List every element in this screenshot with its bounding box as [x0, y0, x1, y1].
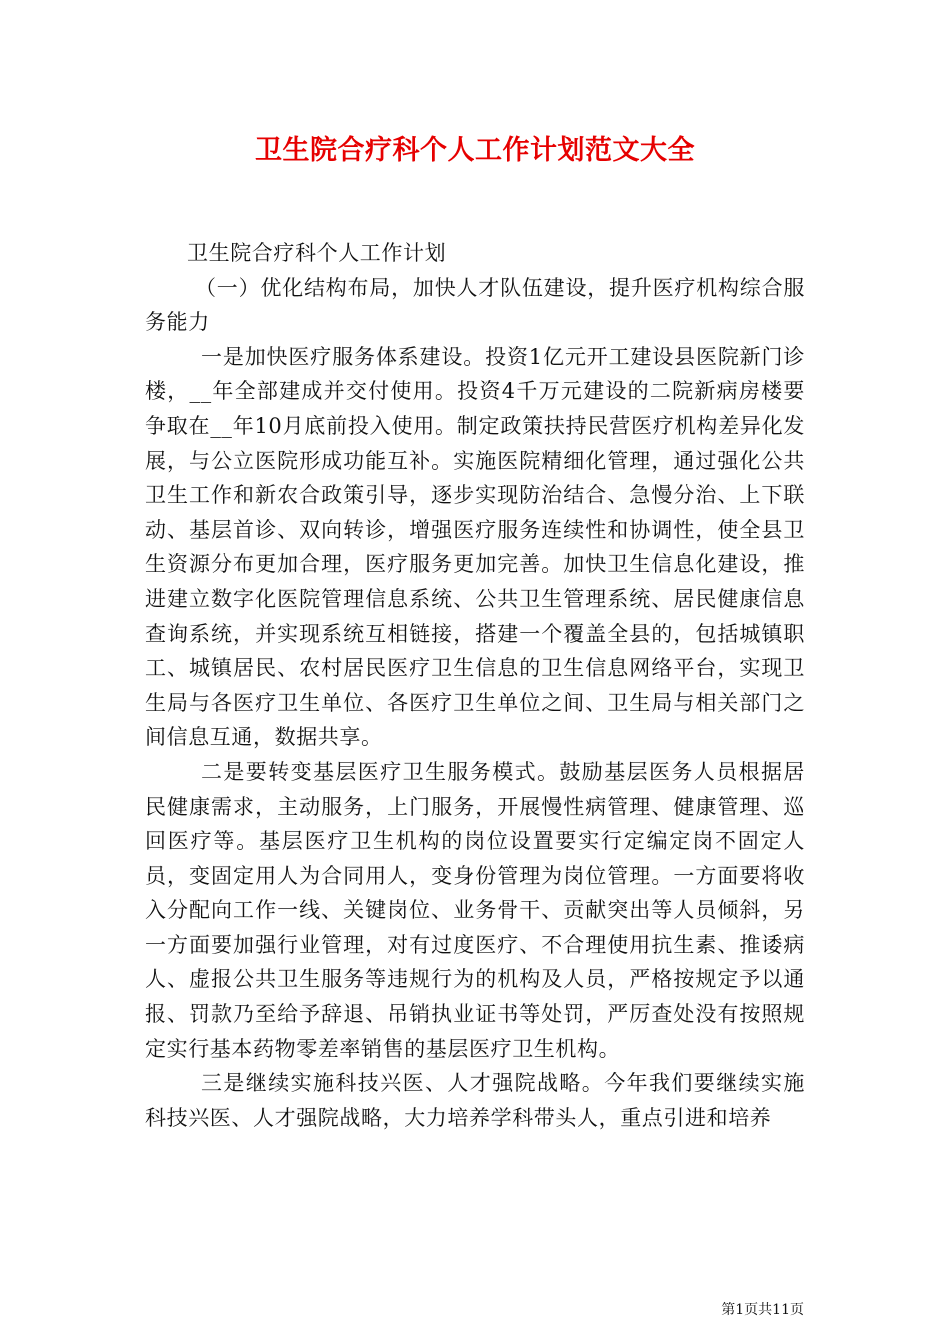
- document-body: [145, 236, 805, 1135]
- document-title: 卫生院合疗科个人工作计划范文大全: [255, 135, 695, 166]
- body-paragraph: 一是加快医疗服务体系建设。投资1亿元开工建设县医院新门诊楼，__年全部建成并交付使用。投资4千万元建设的二院新病房楼要争取在__年10月底前投入使用。制定政策扶持民营医疗机构差异化发展，与公立医院形成功能互补。实施医院精细化管理，通过强化公共卫生工作和新农合政策引导，逐步实现防治结合、急慢分治、上下联动、基层首诊、双向转诊，增强医疗服务连续性和协调性，使全县卫生资源分布更加合理，医疗服务更加完善。加快卫生信息化建设，推进建立数字化医院管理信息系统、公共卫生管理系统、居民健康信息查询系统，并实现系统互相链接，搭建一个覆盖全县的，包括城镇职工、城镇居民、农村居民医疗卫生信息的卫生信息网络平台，实现卫生局与各医疗卫生单位、各医疗卫生单位之间、卫生局与相关部门之间信息互通，数据共享。: [145, 344, 805, 750]
- section-heading: （一）优化结构布局，加快人才队伍建设，提升医疗机构综合服务能力: [145, 275, 805, 335]
- body-paragraph: 三是继续实施科技兴医、人才强院战略。今年我们要继续实施科技兴医、人才强院战略，大力培养学科带头人，重点引进和培养: [145, 1071, 805, 1130]
- page-number: 第1页共11页: [721, 1302, 804, 1318]
- document-subtitle: 卫生院合疗科个人工作计划: [187, 241, 447, 265]
- body-paragraph: 二是要转变基层医疗卫生服务模式。鼓励基层医务人员根据居民健康需求，主动服务，上门服务，开展慢性病管理、健康管理、巡回医疗等。基层医疗卫生机构的岗位设置要实行定编定岗不固定人员，变固定用人为合同用人，变身份管理为岗位管理。一方面要将收入分配向工作一线、关键岗位、业务骨干、贡献突出等人员倾斜，另一方面要加强行业管理，对有过度医疗、不合理使用抗生素、推诿病人、虚报公共卫生服务等违规行为的机构及人员，严格按规定予以通报、罚款乃至给予辞退、吊销执业证书等处罚，严厉查处没有按照规定实行基本药物零差率销售的基层医疗卫生机构。: [145, 759, 805, 1061]
